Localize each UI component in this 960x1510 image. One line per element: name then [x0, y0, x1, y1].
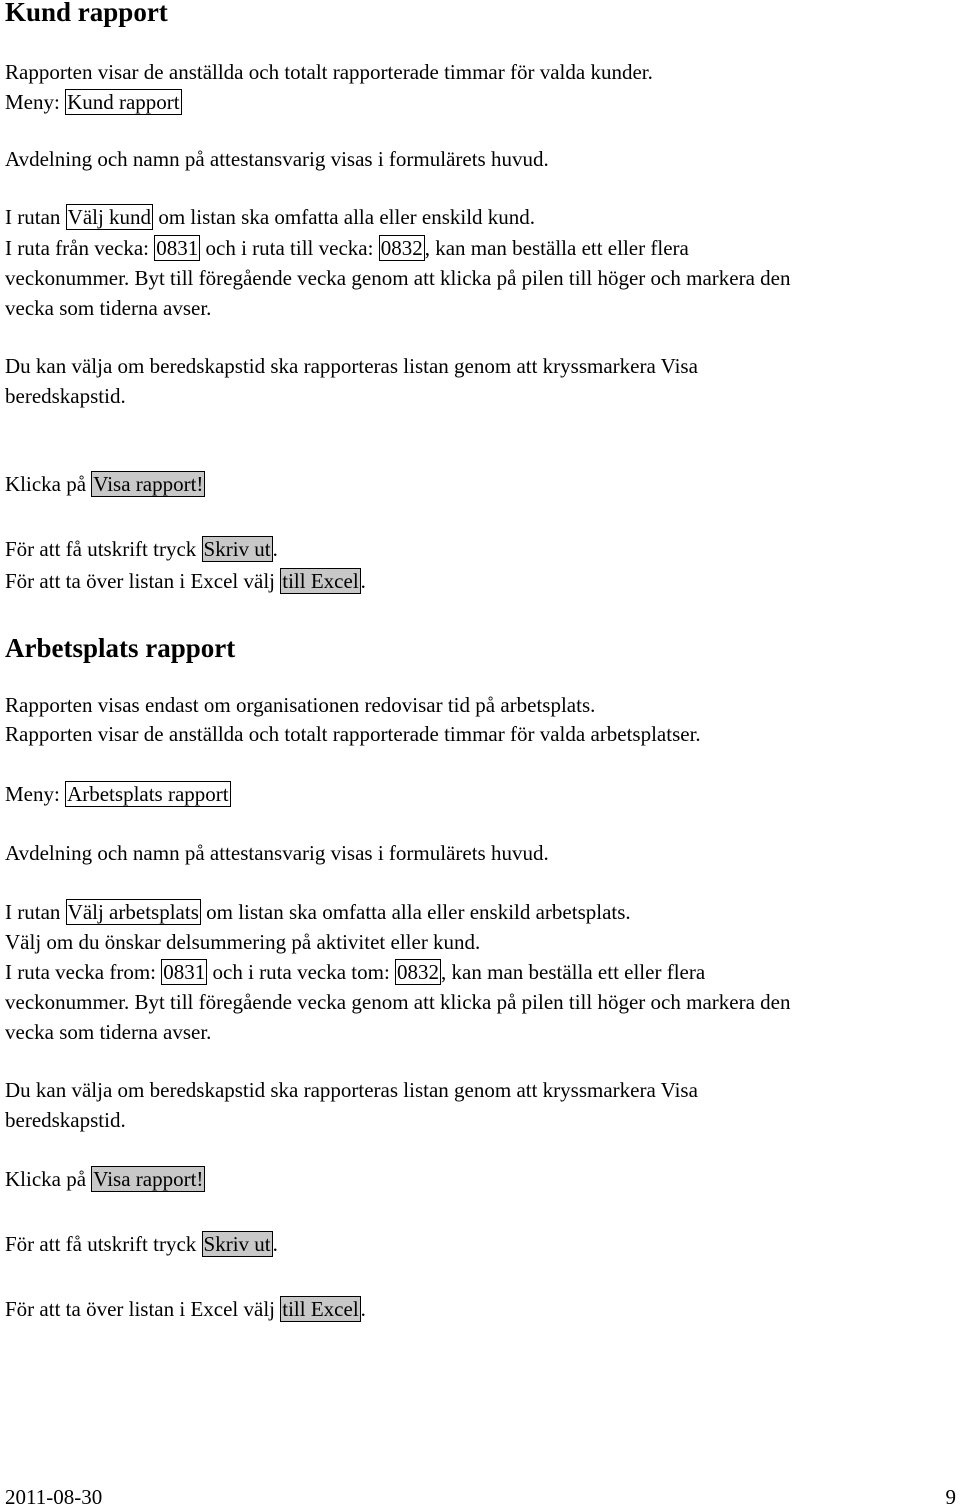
arbetsplats-week-to-field[interactable]: 0832: [397, 960, 440, 984]
arbetsplats-show-report-button[interactable]: Visa rapport!: [93, 1167, 204, 1191]
kund-print-line: [5, 536, 278, 562]
arbetsplats-week-line3: vecka som tiderna avser.: [5, 1020, 212, 1044]
arbetsplats-click-line: [5, 1166, 205, 1192]
kund-week-line3: vecka som tiderna avser.: [5, 296, 212, 320]
kund-select-field[interactable]: Välj kund: [67, 205, 152, 229]
kund-standby-line2: beredskapstid.: [5, 384, 126, 408]
arbetsplats-to-suffix: , kan man beställa ett eller flera: [441, 960, 706, 984]
arbetsplats-note: Rapporten visas endast om organisationen redovisar tid på arbetsplats.: [5, 693, 596, 717]
arbetsplats-standby-line1: Du kan välja om beredskapstid ska rapporteras listan genom att kryssmarkera Visa: [5, 1078, 698, 1102]
arbetsplats-select-field[interactable]: Välj arbetsplats: [67, 900, 199, 924]
arbetsplats-print-line: [5, 1231, 278, 1257]
kund-show-report-button[interactable]: Visa rapport!: [93, 472, 204, 496]
footer-page-number: 9: [945, 1485, 956, 1509]
kund-menu-item[interactable]: Kund rapport: [67, 90, 180, 114]
kund-excel-line: [5, 568, 366, 594]
arbetsplats-menu-prefix: Meny:: [5, 782, 66, 806]
arbetsplats-week-line2: veckonummer. Byt till föregående vecka genom att klicka på pilen till höger och markera den: [5, 990, 791, 1014]
kund-excel-prefix: För att ta över listan i Excel välj: [5, 569, 281, 593]
arbetsplats-excel-button[interactable]: till Excel: [282, 1297, 359, 1321]
kund-print-prefix: För att få utskrift tryck: [5, 537, 202, 561]
arbetsplats-select-suffix: om listan ska omfatta alla eller enskild arbetsplats.: [200, 900, 631, 924]
kund-print-suffix: .: [272, 537, 278, 561]
kund-header-info: Avdelning och namn på attestansvarig visas i formulärets huvud.: [5, 147, 549, 171]
arbetsplats-menu-item[interactable]: Arbetsplats rapport: [67, 782, 229, 806]
arbetsplats-standby-line2: beredskapstid.: [5, 1108, 126, 1132]
kund-from-prefix: I ruta från vecka:: [5, 236, 155, 260]
kund-menu-prefix: Meny:: [5, 90, 66, 114]
kund-print-button[interactable]: Skriv ut: [203, 537, 271, 561]
arbetsplats-header-info: Avdelning och namn på attestansvarig visas i formulärets huvud.: [5, 841, 549, 865]
kund-select-suffix: om listan ska omfatta alla eller enskild kund.: [153, 205, 536, 229]
arbetsplats-to-prefix: och i ruta vecka tom:: [207, 960, 396, 984]
kund-week-line2: veckonummer. Byt till föregående vecka genom att klicka på pilen till höger och markera den: [5, 266, 791, 290]
arbetsplats-click-prefix: Klicka på: [5, 1167, 92, 1191]
arbetsplats-heading: Arbetsplats rapport: [5, 633, 236, 663]
arbetsplats-week-line: [5, 959, 705, 985]
arbetsplats-print-suffix: .: [272, 1232, 278, 1256]
kund-select-prefix: I rutan: [5, 205, 66, 229]
arbetsplats-excel-prefix: För att ta över listan i Excel välj: [5, 1297, 281, 1321]
arbetsplats-week-from-field[interactable]: 0831: [163, 960, 206, 984]
arbetsplats-menu-line: [5, 781, 231, 807]
kund-select-line: [5, 204, 535, 230]
kund-week-line: [5, 235, 689, 261]
kund-excel-button[interactable]: till Excel: [282, 569, 359, 593]
arbetsplats-select-prefix: I rutan: [5, 900, 66, 924]
kund-menu-line: [5, 89, 182, 115]
kund-click-line: [5, 471, 205, 497]
footer-date: 2011-08-30: [5, 1485, 103, 1509]
arbetsplats-print-button[interactable]: Skriv ut: [203, 1232, 271, 1256]
kund-standby-line1: Du kan välja om beredskapstid ska rapporteras listan genom att kryssmarkera Visa: [5, 354, 698, 378]
arbetsplats-select-line: [5, 899, 631, 925]
kund-to-prefix: och i ruta till vecka:: [200, 236, 379, 260]
arbetsplats-print-prefix: För att få utskrift tryck: [5, 1232, 202, 1256]
kund-week-to-field[interactable]: 0832: [380, 236, 423, 260]
kund-intro: Rapporten visar de anställda och totalt rapporterade timmar för valda kunder.: [5, 60, 653, 84]
kund-heading: Kund rapport: [5, 0, 168, 27]
kund-week-from-field[interactable]: 0831: [156, 236, 199, 260]
kund-excel-suffix: .: [360, 569, 366, 593]
arbetsplats-intro: Rapporten visar de anställda och totalt rapporterade timmar för valda arbetsplatser.: [5, 722, 701, 746]
kund-to-suffix: , kan man beställa ett eller flera: [424, 236, 689, 260]
kund-click-prefix: Klicka på: [5, 472, 92, 496]
arbetsplats-subtotal: Välj om du önskar delsummering på aktivitet eller kund.: [5, 930, 481, 954]
arbetsplats-excel-suffix: .: [360, 1297, 366, 1321]
arbetsplats-from-prefix: I ruta vecka from:: [5, 960, 162, 984]
arbetsplats-excel-line: [5, 1296, 366, 1322]
